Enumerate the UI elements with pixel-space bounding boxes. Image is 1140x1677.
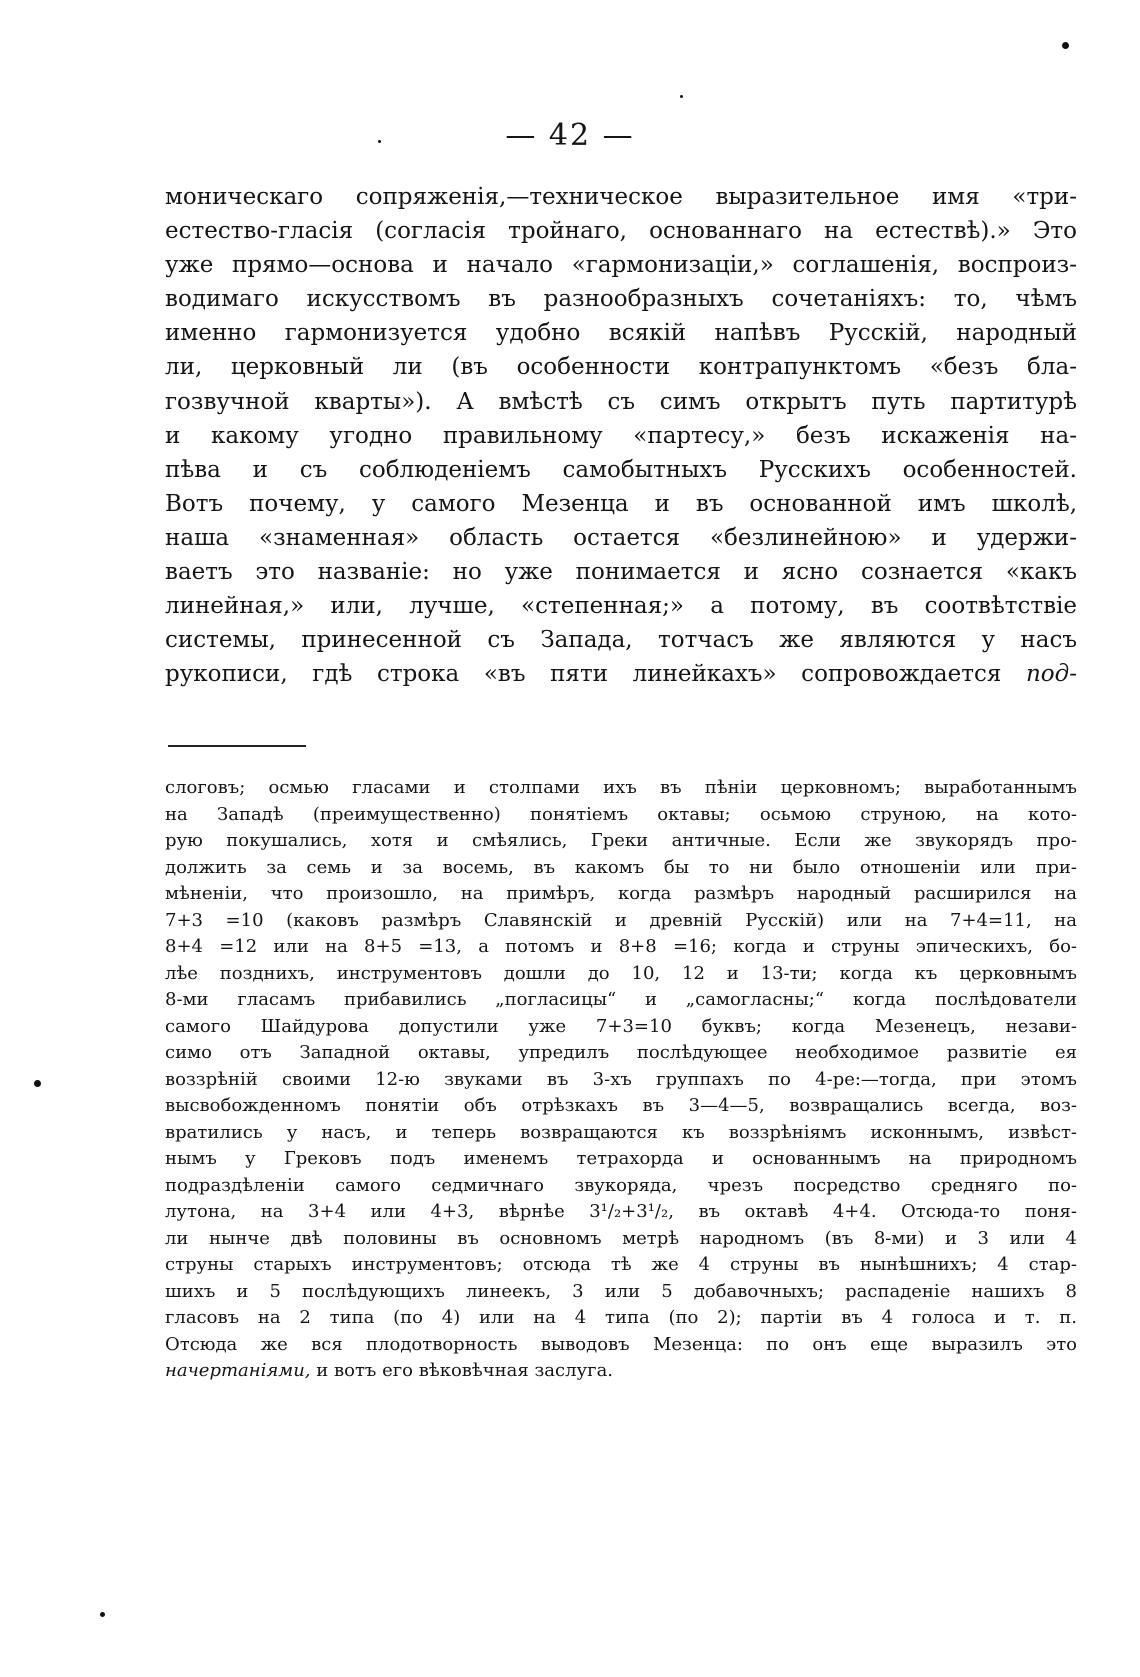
footnote-line: 7+3 =10 (каковъ размѣръ Славянскій и древній Русскій) или на 7+4=11, на bbox=[165, 909, 1077, 931]
footnote-line: симо отъ Западной октавы, упредилъ послѣдующее необходимое развитіе ея bbox=[165, 1042, 1077, 1063]
footnote-line: лутона, на 3+4 или 4+3, вѣрнѣе 3¹/₂+3¹/₂, въ октавѣ 4+4. Отсюда-то поня- bbox=[165, 1201, 1077, 1222]
main-text-line: ваетъ это названіе: но уже понимается и ясно сознается «какъ bbox=[165, 559, 1077, 586]
footnote-separator-rule bbox=[168, 745, 306, 747]
main-text-line: моническаго сопряженія,—техническое выразительное имя «три- bbox=[165, 184, 1077, 210]
main-text-line: Вотъ почему, у самого Мезенца и въ основанной имъ школѣ, bbox=[165, 490, 1077, 517]
main-text-body bbox=[165, 180, 1077, 691]
main-text-line: именно гармонизуется удобно всякій напѣвъ Русскій, народный bbox=[165, 320, 1077, 347]
main-text-line: пѣва и съ соблюденіемъ самобытныхъ Русскихъ особенностей. bbox=[165, 456, 1077, 483]
main-text-italic-segment: под- bbox=[1025, 661, 1077, 688]
footnote-line: подраздѣленіи самого седмичнаго звукоряда, чрезъ посредство средняго по- bbox=[165, 1174, 1077, 1196]
footnote-body bbox=[165, 775, 1077, 1385]
ink-speck bbox=[1062, 42, 1069, 49]
footnote-line: гласовъ на 2 типа (по 4) или на 4 типа (по 2); партіи въ 4 голоса и т. п. bbox=[165, 1307, 1077, 1328]
main-text-line: наша «знаменная» область остается «безлинейною» и удержи- bbox=[165, 524, 1077, 551]
footnote-italic-segment: начертаніями, bbox=[165, 1360, 311, 1381]
footnote-line bbox=[165, 1358, 1077, 1385]
footnote-line: 8+4 =12 или на 8+5 =13, а потомъ и 8+8 =16; когда и струны эпическихъ, бо- bbox=[165, 936, 1077, 957]
footnote-line: воззрѣній своими 12-ю звуками въ 3-хъ группахъ по 4-ре:—тогда, при этомъ bbox=[165, 1068, 1077, 1090]
footnote-line: шихъ и 5 послѣдующихъ линеекъ, 3 или 5 добавочныхъ; распаденіе нашихъ 8 bbox=[165, 1280, 1077, 1302]
footnote-line: мѣненіи, что произошло, на примѣръ, когда размѣръ народный расширился на bbox=[165, 883, 1077, 904]
main-text-line: уже прямо—основа и начало «гармонизаціи,» соглашенія, воспроиз- bbox=[165, 252, 1077, 279]
footnote-line: должить за семь и за восемь, въ какомъ бы то ни было отношеніи или при- bbox=[165, 856, 1077, 878]
ink-speck bbox=[34, 1080, 41, 1087]
ink-speck bbox=[680, 95, 683, 98]
footnote-line: 8-ми гласамъ прибавились „погласицы“ и „самогласны;“ когда послѣдователи bbox=[165, 989, 1077, 1010]
footnote-line: Отсюда же вся плодотворность выводовъ Мезенца: по онъ еще выразилъ это bbox=[165, 1333, 1077, 1355]
footnote-line-segment: и вотъ его вѣковѣчная заслуга. bbox=[310, 1360, 614, 1381]
main-text-line: гозвучной кварты»). А вмѣстѣ съ симъ открытъ путь партитурѣ bbox=[165, 388, 1077, 415]
footnote-line: лѣе позднихъ, инструментовъ дошли до 10, 12 и 13-ти; когда къ церковнымъ bbox=[165, 962, 1077, 984]
ink-speck bbox=[378, 140, 381, 143]
footnote-line: рую покушались, хотя и смѣялись, Греки античные. Если же звукорядъ про- bbox=[165, 830, 1077, 851]
main-text-line: естество-гласія (согласія тройнаго, основаннаго на естествѣ).» Это bbox=[165, 218, 1077, 245]
page-number: — 42 — bbox=[505, 118, 635, 153]
footnote-line: вратились у насъ, и теперь возвращаются къ воззрѣніямъ исконнымъ, извѣст- bbox=[165, 1121, 1077, 1143]
footnote-line: слоговъ; осмью гласами и столпами ихъ въ пѣніи церковномъ; выработаннымъ bbox=[165, 777, 1077, 798]
footnote-line: нымъ у Грековъ подъ именемъ тетрахорда и основаннымъ на природномъ bbox=[165, 1148, 1077, 1169]
main-text-line: системы, принесенной съ Запада, тотчасъ же являются у насъ bbox=[165, 627, 1077, 654]
main-text-line: линейная,» или, лучше, «степенная;» а потому, въ соотвѣтствіе bbox=[165, 593, 1077, 620]
footnote-line: струны старыхъ инструментовъ; отсюда тѣ же 4 струны въ нынѣшнихъ; 4 стар- bbox=[165, 1254, 1077, 1275]
footnote-line: ли нынче двѣ половины въ основномъ метрѣ народномъ (въ 8-ми) и 3 или 4 bbox=[165, 1227, 1077, 1249]
main-text-line: ли, церковный ли (въ особенности контрапунктомъ «безъ бла- bbox=[165, 354, 1077, 381]
ink-speck bbox=[100, 1612, 105, 1617]
main-text-line-segment: рукописи, гдѣ строка «въ пяти линейкахъ» сопровождается bbox=[165, 661, 1026, 688]
footnote-line: высвобожденномъ понятіи объ отрѣзкахъ въ 3—4—5, возвращались всегда, воз- bbox=[165, 1095, 1077, 1116]
main-text-line: и какому угодно правильному «партесу,» безъ искаженія на- bbox=[165, 422, 1077, 449]
footnote-line: на Западѣ (преимущественно) понятіемъ октавы; осьмою струною, на кото- bbox=[165, 803, 1077, 825]
main-text-line bbox=[165, 657, 1077, 691]
footnote-line: самого Шайдурова допустили уже 7+3=10 буквъ; когда Мезенецъ, незави- bbox=[165, 1015, 1077, 1037]
main-text-line: водимаго искусствомъ въ разнообразныхъ сочетаніяхъ: то, чѣмъ bbox=[165, 286, 1077, 313]
